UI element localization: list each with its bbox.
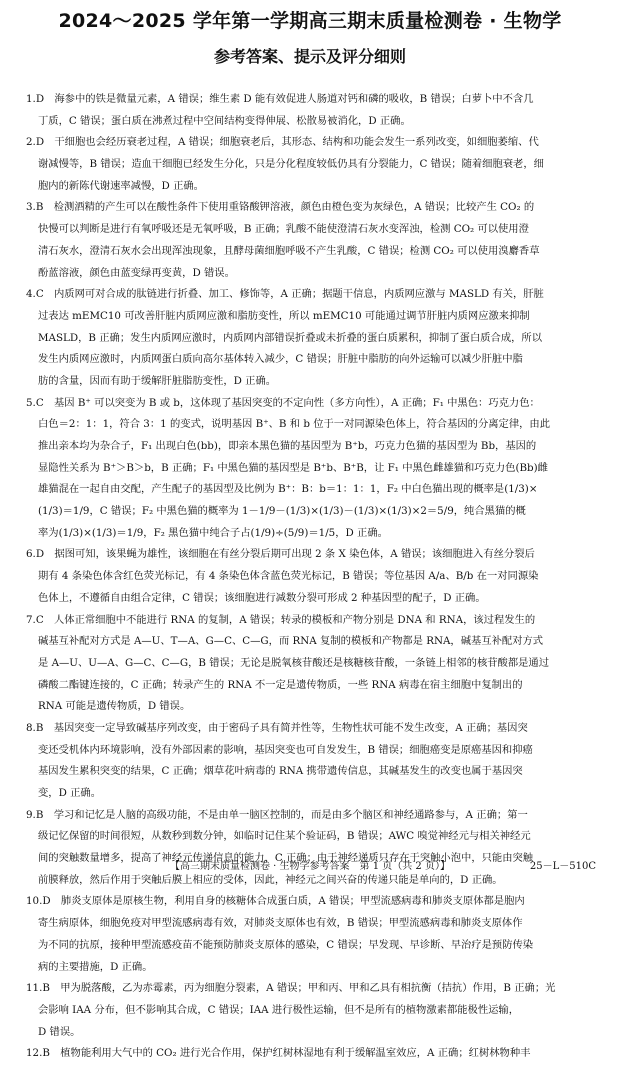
answer-line: (1/3)＝1/9，C 错误；F₂ 中黑色猫的概率为 1－1/9－(1/3)×(1/3)－(1/3)×(1/3)×2＝5/9，纯合黑猫的概 — [38, 505, 526, 518]
answer-line: 为不同的抗原，接种甲型流感疫苗不能预防肺炎支原体的感染，C 错误；早发现、早诊断、早治疗是预防传染 — [38, 938, 534, 951]
answer-line: 12.B 植物能利用大气中的 CO₂ 进行光合作用，保护红树林湿地有利于缓解温室效应，A 正确；红树林物种丰 — [26, 1047, 531, 1060]
answer-line: 会影响 IAA 分布，但不影响其合成，C 错误；IAA 进行极性运输，但不是所有的植物激素都能极性运输， — [38, 1003, 520, 1016]
answer-item — [26, 805, 594, 892]
page-title: 2024～2025 学年第一学期高三期末质量检测卷 · 生物学 — [58, 10, 562, 32]
answer-line: 肪的含量，因而有助于缓解肝脏脂肪变性，D 正确。 — [38, 374, 277, 387]
answer-line: 快慢可以判断是进行有氧呼吸还是无氧呼吸，B 正确；乳酸不能使澄清石灰水变浑浊，检测 CO₂ 可以使用澄 — [38, 223, 529, 236]
answer-item — [26, 132, 594, 197]
answer-line: 雄猫混在一起自由交配，产生配子的基因型及比例为 B⁺：B：b＝1：1：1，F₂ 中白色猫出现的概率是(1/3)× — [38, 483, 538, 496]
answer-item — [26, 284, 594, 392]
answer-line: 清石灰水，澄清石灰水会出现浑浊现象，且酵母菌细胞呼吸不产生乳酸，C 错误；检测 CO₂ 可以使用溴麝香草 — [38, 244, 540, 257]
answer-line: 基因发生累积突变的结果，C 正确；烟草花叶病毒的 RNA 携带遗传信息，其碱基发生的改变也属于基因突 — [38, 765, 523, 778]
answer-line: 4.C 内质网可对合成的肽链进行折叠、加工、修饰等，A 正确；据题干信息，内质网应激与 MASLD 有关，肝脏 — [26, 288, 544, 301]
answer-line: 6.D 据图可知，该果蝇为雄性，该细胞在有丝分裂后期可出现 2 条 X 染色体，A 错误；该细胞进入有丝分裂后 — [26, 548, 535, 561]
answer-line: 发生内质网应激时，内质网蛋白质向高尔基体转入减少，C 错误；肝脏中脂肪的向外运输可以减少肝脏中脂 — [38, 353, 523, 366]
answer-line: D 错误。 — [38, 1025, 81, 1038]
answer-line: 寄生病原体，细胞免疫对甲型流感病毒有效，对肺炎支原体也有效，B 错误；甲型流感病毒和肺炎支原体作 — [38, 917, 523, 930]
answer-line: 级记忆保留的时间很短，从数秒到数分钟，如临时记住某个验证码，B 错误；AWC 嗅觉神经元与相关神经元 — [38, 830, 531, 843]
answer-line: 白色＝2：1：1，符合 3：1 的变式，说明基因 B⁺、B 和 b 位于一对同源染色体上，符合基因的分离定律，由此 — [38, 418, 551, 431]
answer-line: 11.B 甲为脱落酸，乙为赤霉素，丙为细胞分裂素，A 错误；甲和丙、甲和乙具有相抗衡（拮抗）作用，B 正确；光 — [26, 982, 556, 995]
answer-line: 间的突触数量增多，提高了神经元传递信息的能力，C 正确；由于神经递质只存在于突触小泡中，只能由突触 — [38, 852, 534, 865]
answer-line: RNA 可能是遗传物质，D 错误。 — [38, 700, 191, 713]
answer-line: 9.B 学习和记忆是人脑的高级功能，不是由单一脑区控制的，而是由多个脑区和神经通路参与，A 正确；第一 — [26, 808, 528, 821]
page-footer — [0, 857, 620, 873]
answer-line: 2.D 干细胞也会经历衰老过程，A 错误；细胞衰老后，其形态、结构和功能会发生一系列改变，如细胞萎缩、代 — [26, 136, 539, 149]
answer-line: 丁质，C 错误；蛋白质在沸煮过程中空间结构变得伸展、松散易被消化，D 正确。 — [38, 114, 411, 127]
answer-line: 过表达 mEMC10 可改善肝脏内质网应激和脂肪变性，所以 mEMC10 可能通过调节肝脏内质网应激来抑制 — [38, 309, 530, 322]
answer-line: 胞内的新陈代谢速率减慢，D 正确。 — [38, 179, 204, 192]
answer-item — [26, 610, 594, 718]
answer-item — [26, 89, 594, 132]
answer-line: 谢减慢等，B 错误；造血干细胞已经发生分化，只是分化程度较低仍具有分裂能力，C 错误；随着细胞衰老，细 — [38, 158, 544, 171]
answer-item — [26, 891, 594, 978]
answer-item — [26, 197, 594, 284]
answer-line: 变还受机体内环境影响，没有外部因素的影响，基因突变也可自发发生，B 错误；细胞癌变是原癌基因和抑癌 — [38, 743, 533, 756]
answer-item — [26, 718, 594, 805]
answer-line: 期有 4 条染色体含红色荧光标记，有 4 条染色体含蓝色荧光标记，B 错误；等位基因 A/a、B/b 在一对同源染 — [38, 570, 539, 583]
page-subtitle: 参考答案、提示及评分细则 — [213, 47, 406, 66]
answers-list — [26, 89, 594, 1065]
answer-line: 率为(1/3)×(1/3)＝1/9，F₂ 黑色猫中纯合子占(1/9)÷(5/9)＝1/5，D 正确。 — [38, 526, 388, 539]
footer-code: 25－L－510C — [529, 861, 596, 872]
answer-line: 磷酸二酯键连接的，C 正确；转录产生的 RNA 不一定是遗传物质，一些 RNA 病毒在宿主细胞中复制出的 — [38, 678, 523, 691]
answer-line: MASLD，B 正确；发生内质网应激时，内质网内部错误折叠或未折叠的蛋白质累积，抑制了蛋白质合成，所以 — [38, 331, 543, 344]
answer-line: 5.C 基因 B⁺ 可以突变为 B 或 b，这体现了基因突变的不定向性（多方向性），A 正确；F₁ 中黑色：巧克力色： — [26, 396, 540, 409]
answer-line: 8.B 基因突变一定导致碱基序列改变，由于密码子具有简并性等，生物性状可能不发生改变，A 正确；基因突 — [26, 721, 528, 734]
answer-line: 变，D 正确。 — [38, 787, 102, 799]
answer-line: 碱基互补配对方式是 A—U、T—A、G—C、C—G，而 RNA 复制的模板和产物都是 RNA，碱基互补配对方式 — [38, 635, 544, 648]
answer-line: 7.C 人体正常细胞中不能进行 RNA 的复制，A 错误；转录的模板和产物分别是 DNA 和 RNA，该过程发生的 — [26, 613, 536, 626]
answer-line: 3.B 检测酒精的产生可以在酸性条件下使用重铬酸钾溶液，颜色由橙色变为灰绿色，A 错误；比较产生 CO₂ 的 — [26, 201, 535, 214]
answer-line: 推出亲本均为杂合子，F₁ 出现白色(bb)，即亲本黑色猫的基因型为 B⁺b，巧克力色猫的基因型为 Bb，基因的 — [38, 440, 537, 452]
answer-item — [26, 978, 594, 1043]
answer-item — [26, 393, 594, 545]
answer-line: 色体上，不遵循自由组合定律，C 错误；该细胞进行减数分裂可形成 2 种基因型的配子，D 正确。 — [38, 591, 486, 604]
footer-text: 【高三期末质量检测卷 · 生物学参考答案 第 1 页（共 2 页）】 — [170, 861, 450, 872]
answer-line: 1.D 海参中的铁是微量元素，A 错误；维生素 D 能有效促进人肠道对钙和磷的吸收，B 错误；白萝卜中不含几 — [26, 93, 534, 105]
answer-item — [26, 544, 594, 609]
answer-line: 酚蓝溶液，颜色由蓝变绿再变黄，D 错误。 — [38, 266, 235, 279]
answer-item — [26, 1043, 594, 1065]
answer-line: 显隐性关系为 B⁺＞B＞b，B 正确；F₁ 中黑色猫的基因型是 B⁺b、B⁺B，让 F₁ 中黑色雌雄猫和巧克力色(Bb)雌 — [38, 461, 548, 474]
answer-line: 是 A—U、U—A、G—C、C—G，B 错误；无论是脱氧核苷酸还是核糖核苷酸，一条链上相邻的核苷酸都是通过 — [38, 656, 550, 669]
answer-line: 病的主要措施，D 正确。 — [38, 960, 153, 973]
answer-line: 前膜释放，然后作用于突触后膜上相应的受体，因此，神经元之间兴奋的传递只能是单向的，D 正确。 — [38, 873, 503, 886]
answer-line: 10.D 肺炎支原体是原核生物，利用自身的核糖体合成蛋白质，A 错误；甲型流感病毒和肺炎支原体都是胞内 — [26, 895, 525, 908]
